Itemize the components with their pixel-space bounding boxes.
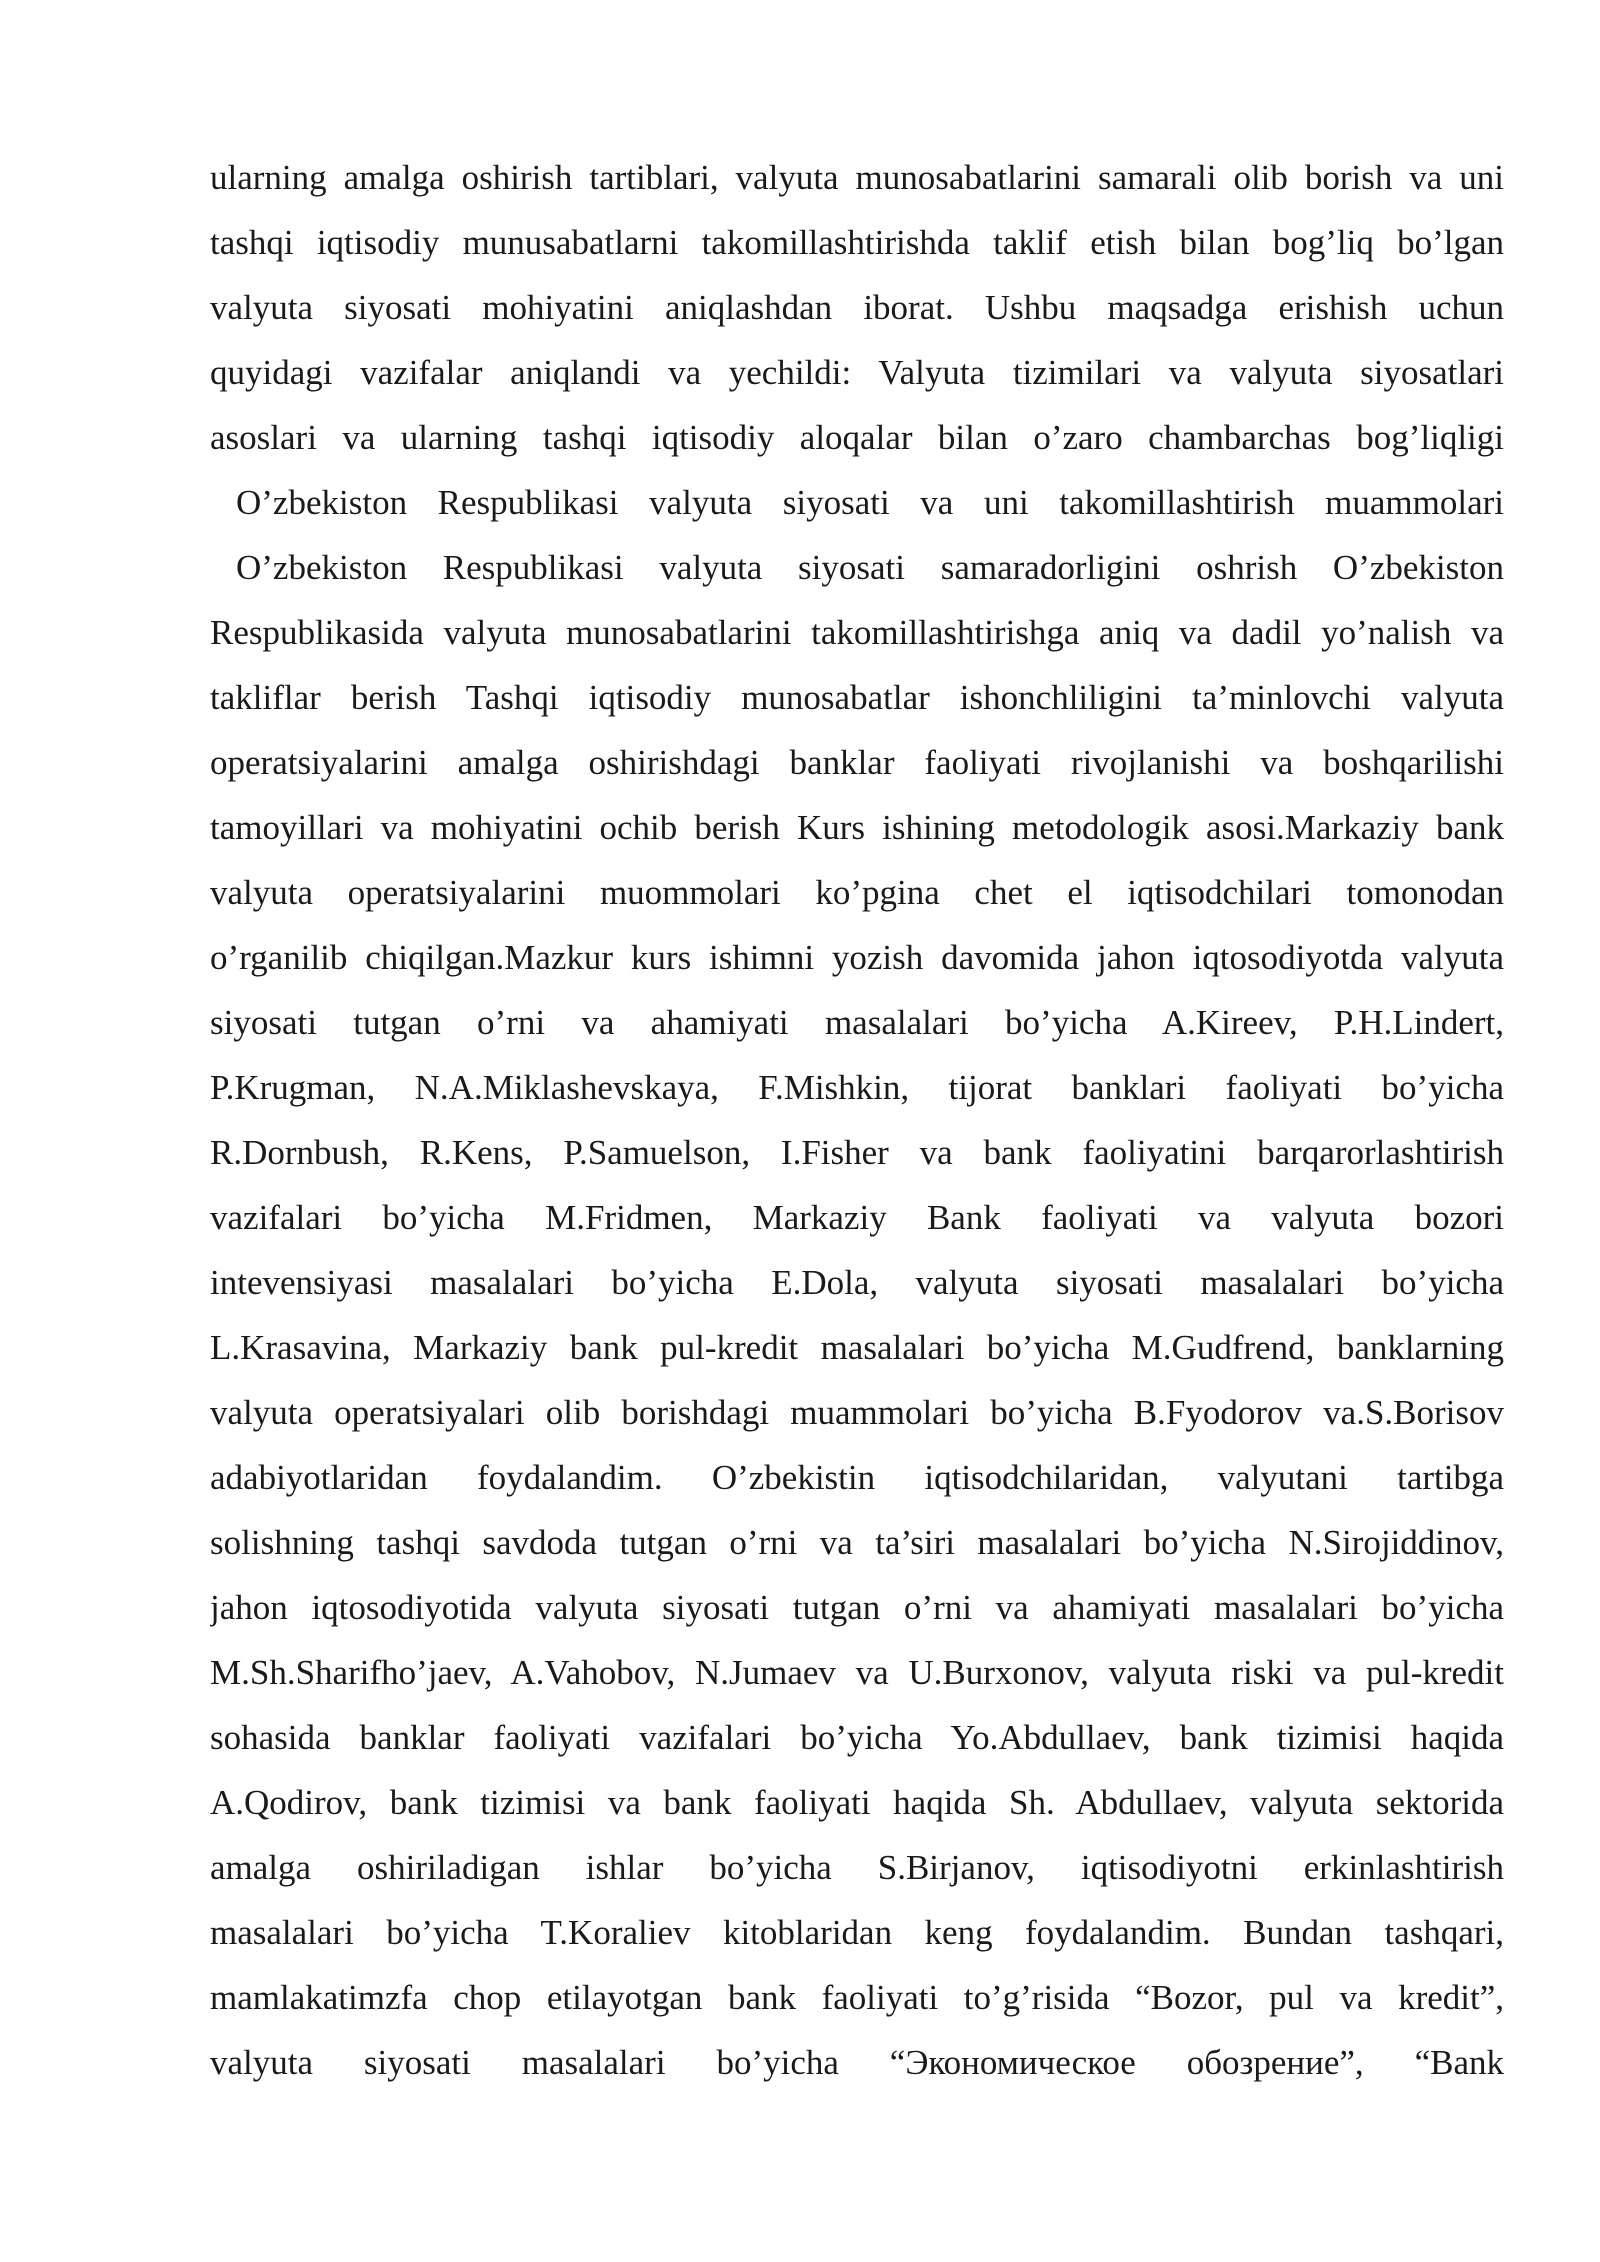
text-line: siyosati tutgan o’rni va ahamiyati masalalari bo’yicha A.Kireev, P.H.Lindert, <box>210 1003 1504 1042</box>
text-line: asoslari va ularning tashqi iqtisodiy aloqalar bilan o’zaro chambarchas bog’liqligi <box>210 418 1504 457</box>
text-line: solishning tashqi savdoda tutgan o’rni va ta’siri masalalari bo’yicha N.Sirojiddinov, <box>210 1523 1504 1562</box>
text-line: A.Qodirov, bank tizimisi va bank faoliyati haqida Sh. Abdullaev, valyuta sektorida <box>210 1783 1504 1822</box>
text-line: P.Krugman, N.A.Miklashevskaya, F.Mishkin, tijorat banklari faoliyati bo’yicha <box>210 1068 1504 1107</box>
text-line: ularning amalga oshirish tartiblari, valyuta munosabatlarini samarali olib borish va uni <box>210 158 1504 197</box>
text-line: sohasida banklar faoliyati vazifalari bo’yicha Yo.Abdullaev, bank tizimisi haqida <box>210 1718 1504 1757</box>
text-line: L.Krasavina, Markaziy bank pul-kredit masalalari bo’yicha M.Gudfrend, banklarning <box>210 1328 1504 1367</box>
text-line: o’rganilib chiqilgan.Mazkur kurs ishimni yozish davomida jahon iqtosodiyotda valyuta <box>210 938 1504 977</box>
text-line: valyuta operatsiyalarini muommolari ko’pgina chet el iqtisodchilari tomonodan <box>210 873 1504 912</box>
text-line: intevensiyasi masalalari bo’yicha E.Dola, valyuta siyosati masalalari bo’yicha <box>210 1263 1504 1302</box>
text-line: R.Dornbush, R.Kens, P.Samuelson, I.Fisher va bank faoliyatini barqarorlashtirish <box>210 1133 1504 1172</box>
text-line: operatsiyalarini amalga oshirishdagi banklar faoliyati rivojlanishi va boshqarilishi <box>210 743 1504 782</box>
text-line: tashqi iqtisodiy munusabatlarni takomillashtirishda taklif etish bilan bog’liq bo’lgan <box>210 223 1504 262</box>
text-line: mamlakatimzfa chop etilayotgan bank faoliyati to’g’risida “Bozor, pul va kredit”, <box>210 1978 1504 2017</box>
text-line: O’zbekiston Respublikasi valyuta siyosati va uni takomillashtirish muammolari <box>236 483 1504 522</box>
text-line: takliflar berish Tashqi iqtisodiy munosabatlar ishonchliligini ta’minlovchi valyuta <box>210 678 1504 717</box>
text-line: Respublikasida valyuta munosabatlarini takomillashtirishga aniq va dadil yo’nalish va <box>210 613 1504 652</box>
text-line: tamoyillari va mohiyatini ochib berish Kurs ishining metodologik asosi.Markaziy bank <box>210 808 1504 847</box>
text-line: adabiyotlaridan foydalandim. O’zbekistin iqtisodchilaridan, valyutani tartibga <box>210 1458 1504 1497</box>
text-line: valyuta siyosati mohiyatini aniqlashdan iborat. Ushbu maqsadga erishish uchun <box>210 288 1504 327</box>
text-line: valyuta siyosati masalalari bo’yicha “Экономическое обозрение”, “Bank <box>210 2043 1504 2082</box>
text-line: O’zbekiston Respublikasi valyuta siyosati samaradorligini oshrish O’zbekiston <box>236 548 1504 587</box>
text-line: valyuta operatsiyalari olib borishdagi muammolari bo’yicha B.Fyodorov va.S.Borisov <box>210 1393 1504 1432</box>
text-line: quyidagi vazifalar aniqlandi va yechildi: Valyuta tizimilari va valyuta siyosatlari <box>210 353 1504 392</box>
text-line: masalalari bo’yicha T.Koraliev kitoblaridan keng foydalandim. Bundan tashqari, <box>210 1913 1504 1952</box>
text-line: vazifalari bo’yicha M.Fridmen, Markaziy Bank faoliyati va valyuta bozori <box>210 1198 1504 1237</box>
text-line: amalga oshiriladigan ishlar bo’yicha S.Birjanov, iqtisodiyotni erkinlashtirish <box>210 1848 1504 1887</box>
body-text <box>210 145 1504 2095</box>
text-line: jahon iqtosodiyotida valyuta siyosati tutgan o’rni va ahamiyati masalalari bo’yicha <box>210 1588 1504 1627</box>
text-line: M.Sh.Sharifho’jaev, A.Vahobov, N.Jumaev va U.Burxonov, valyuta riski va pul-kredit <box>210 1653 1504 1692</box>
